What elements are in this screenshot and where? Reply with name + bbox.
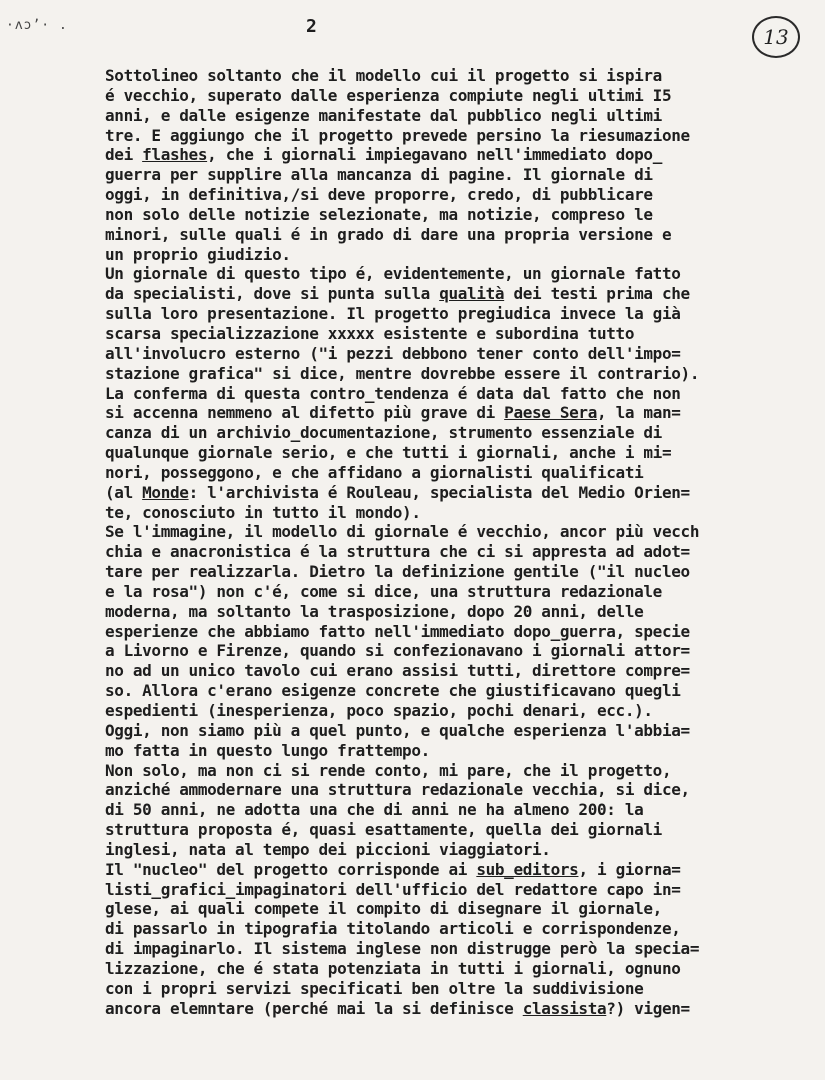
text-line: anziché ammodernare una struttura redazionale vecchia, si dice,	[105, 780, 690, 800]
text-line: canza di un archivio_documentazione, strumento essenziale di	[105, 423, 662, 443]
text-line: con i propri servizi specificati ben oltre la suddivisione	[105, 978, 644, 998]
text-line: tare per realizzarla. Dietro la definizione gentile ("il nucleo	[105, 562, 690, 582]
text-line: e la rosa") non c'é, come si dice, una struttura redazionale	[105, 581, 662, 601]
text-line: Sottolineo soltanto che il modello cui il progetto si ispira	[105, 66, 662, 85]
body-text	[105, 66, 795, 1019]
text-line: Se l'immagine, il modello di giornale é vecchio, ancor più vecch	[105, 522, 700, 542]
text-line: oggi, in definitiva,/si deve proporre, credo, di pubblicare	[105, 185, 653, 205]
text-line: (al Monde: l'archivista é Rouleau, specialista del Medio Orien=	[105, 482, 690, 502]
page-number: 2	[306, 16, 317, 37]
text-line: qualunque giornale serio, e che tutti i giornali, anche i mi=	[105, 443, 672, 463]
text-line: di impaginarlo. Il sistema inglese non distrugge però la specia=	[105, 939, 700, 959]
text-line: di 50 anni, ne adotta una che di anni ne ha almeno 200: la	[105, 800, 644, 820]
text-line: te, conosciuto in tutto il mondo).	[105, 502, 421, 522]
text-line: glese, ai quali compete il compito di disegnare il giornale,	[105, 899, 662, 919]
text-line: struttura proposta é, quasi esattamente, quella dei giornali	[105, 820, 662, 840]
text-line: si accenna nemmeno al difetto più grave di Paese Sera, la man=	[105, 403, 681, 423]
text-line: La conferma di questa contro_tendenza é data dal fatto che non	[105, 383, 681, 403]
text-line: un proprio giudizio.	[105, 244, 291, 264]
text-line: mo fatta in questo lungo frattempo.	[105, 740, 430, 760]
text-line: all'involucro esterno ("i pezzi debbono tener conto dell'impo=	[105, 343, 681, 363]
text-line: lizzazione, che é stata potenziata in tutti i giornali, ognuno	[105, 958, 681, 978]
text-line: listi_grafici_impaginatori dell'ufficio del redattore capo in=	[105, 879, 681, 899]
text-line: nori, posseggono, e che affidano a giornalisti qualificati	[105, 462, 644, 482]
text-line: minori, sulle quali é in grado di dare una propria versione e	[105, 224, 672, 244]
text-line: no ad un unico tavolo cui erano assisi tutti, direttore compre=	[105, 661, 690, 681]
text-line: esperienze che abbiamo fatto nell'immediato dopo_guerra, specie	[105, 621, 690, 641]
corner-mark: ·ʌɔʼ· .	[6, 18, 68, 33]
page-stamp: 13	[752, 16, 800, 58]
text-line: sulla loro presentazione. Il progetto pregiudica invece la già	[105, 304, 681, 324]
text-line: Il "nucleo" del progetto corrisponde ai sub_editors, i giorna=	[105, 859, 681, 879]
text-line: tre. E aggiungo che il progetto prevede persino la riesumazione	[105, 125, 690, 145]
text-line: a Livorno e Firenze, quando si confezionavano i giornali attor=	[105, 641, 690, 661]
text-line: é vecchio, superato dalle esperienza compiute negli ultimi I5	[105, 85, 672, 105]
text-line: di passarlo in tipografia titolando articoli e corrispondenze,	[105, 919, 681, 939]
text-line: inglesi, nata al tempo dei piccioni viaggiatori.	[105, 839, 551, 859]
text-line: guerra per supplire alla mancanza di pagine. Il giornale di	[105, 165, 653, 185]
text-line: ancora elemntare (perché mai la si definisce classista?) vigen=	[105, 998, 690, 1018]
text-line: espedienti (inesperienza, poco spazio, pochi denari, ecc.).	[105, 701, 653, 720]
text-line: scarsa specializzazione xxxxx esistente e subordina tutto	[105, 323, 635, 343]
text-line: moderna, ma soltanto la trasposizione, dopo 20 anni, delle	[105, 601, 644, 621]
text-line: Oggi, non siamo più a quel punto, e qualche esperienza l'abbia=	[105, 720, 690, 740]
text-line: da specialisti, dove si punta sulla qualità dei testi prima che	[105, 284, 690, 304]
text-line: anni, e dalle esigenze manifestate dal pubblico negli ultimi	[105, 105, 662, 125]
text-line: Non solo, ma non ci si rende conto, mi pare, che il progetto,	[105, 760, 672, 780]
text-line: chia e anacronistica é la struttura che ci si appresta ad adot=	[105, 542, 690, 562]
text-line: stazione grafica" si dice, mentre dovrebbe essere il contrario).	[105, 363, 700, 383]
text-line: dei flashes, che i giornali impiegavano nell'immediato dopo_	[105, 145, 662, 165]
text-line: Un giornale di questo tipo é, evidentemente, un giornale fatto	[105, 264, 681, 284]
text-line: non solo delle notizie selezionate, ma notizie, compreso le	[105, 204, 653, 224]
text-line: so. Allora c'erano esigenze concrete che giustificavano quegli	[105, 681, 681, 701]
